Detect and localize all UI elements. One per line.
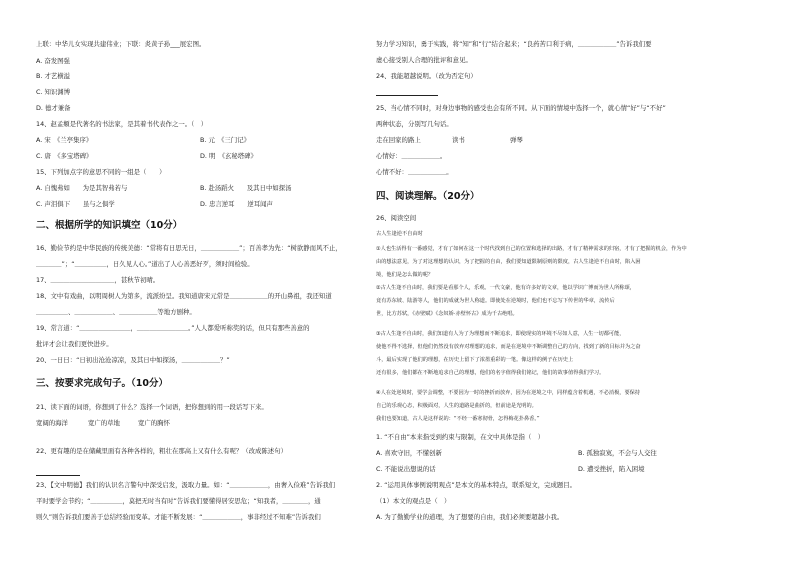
continuation-line2: 虚心接受别人合理的批评和意见。 <box>376 56 472 64</box>
qa1-stem: 1. “不自由”本来指受到约束与限制，在文中具体是指（ ） <box>376 433 545 441</box>
couplet-option-d: D. 德才兼备 <box>36 104 71 112</box>
passage-line: 还有很多，他们都在不断地追求自己的理想，他们的名字值得我们铭记，他们的故事值得我们学习。 <box>376 370 605 376</box>
q14-option-a: A. 宋 《兰亭集序》 <box>36 136 93 144</box>
couplet-question: 上联：中华儿女实现共建伟业；下联：炎黄子孙___展宏图。 <box>36 40 206 48</box>
answer-line <box>36 475 80 476</box>
passage-line: 斗，最后实现了他们的理想，在历史上留下了浓墨重彩的一笔。像这样的例子在历史上 <box>376 357 574 363</box>
q18-line1: 18、文中有戏曲，以明周树人为第多，流派纷呈。我知道唐宋元常是＿＿＿＿＿＿的开山鼻祖，我还知道 <box>36 292 332 300</box>
q21-word-1: 宽阔的海洋 <box>36 419 68 427</box>
qa1-option-b: B. 孤独寂寞，不会与人交往 <box>578 449 657 457</box>
passage-line: 由的想法意见，为了对这理想的认识，为了把握的自由，我们要知道限制原则的限度，古人生逢逆不自由时，陷入困 <box>376 259 641 265</box>
q15-option-d: D. 忠言逆耳 逆耳闻声 <box>200 200 273 208</box>
q23-line2: 平时要学会节约；“＿＿＿＿＿，莫把无时当有时”告诉我们要懂得居安思危；“知我者，＿＿＿＿，通 <box>36 497 321 505</box>
passage-line: 自己的乐观心态，积极面对，人生的道路是曲折的，但前途是光明的。 <box>376 403 537 409</box>
q17: 17、＿＿＿＿＿＿＿＿＿＿，甚秋节初晴。 <box>36 276 160 284</box>
passage-line: ④人在处逆境时，要学会调整，不要因为一时的挫折而放弃，因为在逆境之中，同样蕴含着机遇，不必消极，要保持 <box>376 390 641 396</box>
q24: 24、我能超越说明。（改为否定句） <box>376 72 477 80</box>
q23-line3: 则久”则告诉我们要善于总结经验而变革。才能不断发展：“＿＿＿＿＿＿，事非经过不知难”告诉我们 <box>36 513 321 521</box>
q23-line1: 23、【文中明德】我们的认识名言警句中深受启发，汲取力量。如：“＿＿＿＿＿＿，由奢入俭难”告诉我们 <box>36 481 336 489</box>
q26: 26、阅读空间 <box>376 214 417 222</box>
qa2-stem: 2. “运用具体事例说明观点”是本文的基本特点，联系短文，完成题目。 <box>376 481 577 489</box>
q16-line2: ＿＿＿＿”；“＿＿＿＿＿，日久见人心。”道出了人心善恶好歹，须时间检验。 <box>36 260 254 268</box>
q15-option-b: B. 赴汤蹈火 及其日中如探汤 <box>200 184 292 192</box>
q15-option-a: A. 自愧弗如 为是其智弗若与 <box>36 184 128 192</box>
q14-option-d: D. 明 《玄秘塔碑》 <box>200 152 257 160</box>
q14-option-b: B. 元 《三门记》 <box>200 136 250 144</box>
q25-line2: 两种状态，分别写几句话。 <box>376 120 453 128</box>
section-4-title: 四、阅读理解。（20分） <box>376 191 480 202</box>
couplet-option-b: B. 才艺横溢 <box>36 72 71 80</box>
couplet-option-c: C. 知识渊博 <box>36 88 71 96</box>
q20: 20、一日曰：“日初出沧沧凉凉，及其日中如探汤，＿＿＿＿＿＿？” <box>36 356 230 364</box>
q18-line2: ＿＿＿＿＿、＿＿＿＿＿＿、＿＿＿＿＿＿等地方剧种。 <box>36 308 196 316</box>
q14-stem: 14、赵孟頫是代著名的书法家，是其着书代表作之一。（ ） <box>36 120 208 128</box>
q25-choice-1: 走在回家的路上 <box>376 136 421 144</box>
mood-good: 心情好：＿＿＿＿＿＿。 <box>376 152 447 160</box>
passage-line: 使他不得不选择，但他们仍然没有放弃对理想的追求，而是在逆境中不断调整自己的方向，找到了新的目标并为之奋 <box>376 344 641 350</box>
answer-line <box>376 95 438 96</box>
q25-choice-2: 读书 <box>452 136 465 144</box>
qa1-option-c: C. 不能说出想说的话 <box>376 465 436 473</box>
q21: 21、读下面的词语，你想到了什么？选择一个词语，把你想到的用一段话写下来。 <box>36 403 268 411</box>
passage-line: 我们也要知道，古人是这样说的：“不经一番寒彻骨，怎得梅花扑鼻香。” <box>376 416 540 422</box>
passage-line: 境，他们是怎么做的呢？ <box>376 272 434 278</box>
passage-title: 古人生逢逆不自由时 <box>376 231 423 237</box>
q21-word-3: 宽广的胸怀 <box>138 419 170 427</box>
passage-line: ③古人生逢不自由时，我们知道有人为了为理想而不断追求，即使现实的环境不尽如人意，人生一切都可能， <box>376 331 625 337</box>
continuation-line1: 努力学习知识，勇于实践，将“知”和“行”结合起来；“良药苦口利于病，＿＿＿＿＿＿”告诉我们要 <box>376 40 652 48</box>
passage-line: 世，比方苏轼，《赤壁赋》《念奴娇·赤壁怀古》成为千古绝唱。 <box>376 311 518 317</box>
q19-line1: 19、常言道：“＿＿＿＿＿＿＿＿，＿＿＿＿＿＿＿＿。”人人都爱听称奖的话，但只有那些善意的 <box>36 324 310 332</box>
mood-bad: 心情不好：＿＿＿＿＿＿。 <box>376 168 453 176</box>
qa2-option-a: A. 为了勤勤学业的道理，为了想要的自由，我们必须要超越小我。 <box>376 513 564 521</box>
q15-stem: 15、下列加点字的意思不同的一组是（ ） <box>36 168 166 176</box>
q14-option-c: C. 唐 《多宝塔碑》 <box>36 152 93 160</box>
q22: 22、更有趣的是在储藏里面有各种各样的，粗壮在那高上又有什么有呢？（改成陈述句） <box>36 447 287 455</box>
passage-line: ②古人生逢不自由时，我们要是看那个人，乐观。一代文豪，他有许多好的文章，他以学识广博而为世人所称颂， <box>376 285 635 291</box>
qa1-option-a: A. 喜欢守旧，不懂创新 <box>376 449 442 457</box>
passage-line: ①人也生活得有一番感觉，才有了如何在这一个时代找到自己的位置和选择的出路，才有了精神需求的归宿，才有了把握的机会，作为中 <box>376 246 687 252</box>
q16-line1: 16、勤俭节约是中华民族的传统美德：“常将有日思无日，＿＿＿＿＿＿”；百善孝为先：“树欲静而风不止， <box>36 244 342 252</box>
qa2-sub1: （1）本文的观点是（ ） <box>376 497 451 505</box>
section-3-title: 三、按要求完成句子。（10分） <box>36 378 168 389</box>
q21-word-2: 宽广的草地 <box>88 419 120 427</box>
passage-line: 竟有苏东坡、陆游等人，他们的成就为世人称道。即使处在逆境时，他们也不忘写下传世的华章，流传后 <box>376 298 615 304</box>
couplet-option-a: A. 奋发图强 <box>36 57 70 65</box>
q25-line1: 25、当心情不同时，对身边事物的感受也会有所不同。从下面的情境中选择一个，就心情“好”与“不好” <box>376 104 666 112</box>
q19-line2: 批评才会让我们更快进步。 <box>36 340 113 348</box>
section-2-title: 二、根据所学的知识填空（10分） <box>36 220 183 231</box>
qa1-option-d: D. 遭受挫折，陷入困境 <box>578 465 645 473</box>
q25-choice-3: 弹琴 <box>510 136 523 144</box>
q15-option-c: C. 声泪俱下 虽与之俱学 <box>36 200 115 208</box>
